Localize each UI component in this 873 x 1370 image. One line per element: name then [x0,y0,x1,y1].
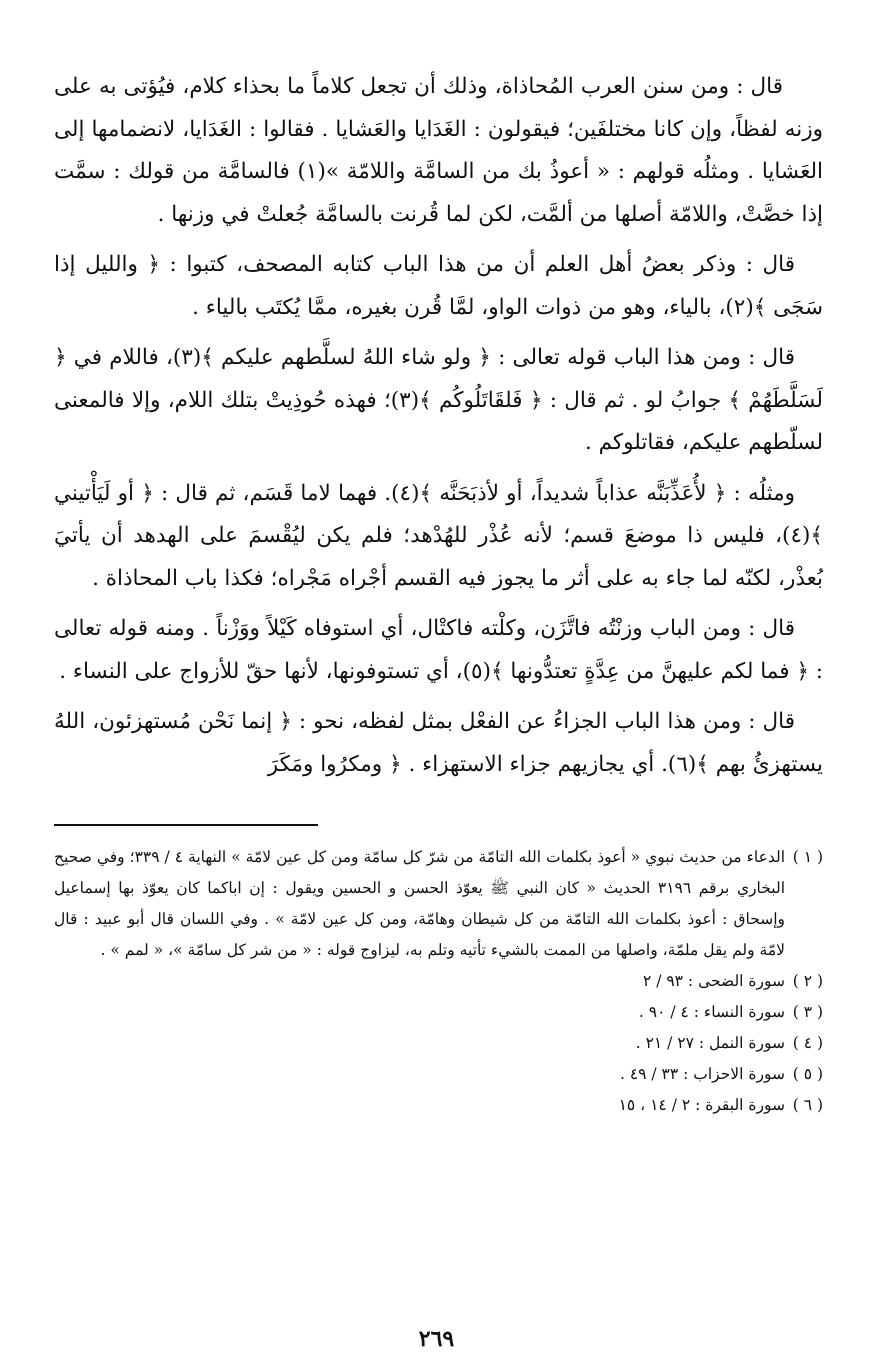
footnote-number: ( ٥ ) [792,1065,823,1083]
footnote-number: ( ٢ ) [792,972,823,990]
page-number: ٢٦٩ [418,1326,455,1352]
paragraph: قال : ومن هذا الباب الجزاءُ عن الفعْل بمثل لفظه، نحو : ﴿ إنما نَحْن مُستهزئون، اللهُ يستهزئُ بهم ﴾(٦). أي يجازيهم جزاء الاستهزاء . ﴿ ومكرُوا ومَكَرَ [54,709,823,777]
footnote-text: سورة النساء : ٤ / ٩٠ . [638,1003,785,1021]
footnote [54,1059,823,1090]
footnote-number: ( ٣ ) [792,1003,823,1021]
main-text [54,66,823,786]
footnote [54,966,823,997]
footnote [54,1028,823,1059]
paragraph: قال : ومن هذا الباب قوله تعالى : ﴿ ولو شاء اللهُ لسلَّطهم عليكم ﴾(٣)، فاللام في ﴿ لَسَلَّطَهُمْ ﴾ جوابُ لو . ثم قال : ﴿ فَلقَاتَلُوكُم ﴾(٣)؛ فهذه حُوذِيتْ بتلك اللام، وإلا فالمعنى لسلّطهم عليكم، فقاتلوكم . [54,345,823,455]
footnote [54,997,823,1028]
footnote [54,1090,823,1121]
footnote-text: سورة البقرة : ٢ / ١٤ ، ١٥ [618,1096,785,1114]
footnote-text: سورة الاحزاب : ٣٣ / ٤٩ . [619,1065,785,1083]
footnote-text: سورة الضحى : ٩٣ / ٢ [642,972,785,990]
footnote-number: ( ٦ ) [792,1096,823,1114]
footnote-number: ( ١ ) [792,848,823,866]
footnote-number: ( ٤ ) [792,1034,823,1052]
footnote-text: سورة النمل : ٢٧ / ٢١ . [635,1034,785,1052]
paragraph: قال : ومن سنن العرب المُحاذاة، وذلك أن تجعل كلاماً ما بحذاء كلام، فيُؤتى به على وزنه لفظاً، وإن كانا مختلفَين؛ فيقولون : الغَدَايا والعَشايا . فقالوا : الغَدَايا، لانضمامها إلى العَشايا . ومثلُه قولهم : « أعوذُ بك من السامَّة واللامّة »(١) فالسامَّة من قولك : سمَّت إذا خصَّتْ، واللامّة أصلها من ألمَّت، لكن لما قُرنت بالسامَّة جُعلتْ في وزنها . [54,74,824,227]
footnotes [54,842,823,1121]
paragraph: قال : ومن الباب وزنْتُه فاتَّزَن، وكلْته فاكتْال، أي استوفاه كَيْلاً ووَزْناً . ومنه قوله تعالى : ﴿ فما لكم عليهنَّ من عِدَّةٍ تعتدُّونها ﴾(٥)، أي تستوفونها، لأنها حقّ للأزواج على النساء . [54,616,823,684]
paragraph: ومثلُه : ﴿ لأُعَذِّبَنَّه عذاباً شديداً، أو لأذبَحَنَّه ﴾(٤). فهما لاما قَسَم، ثم قال : ﴿ أو لَيَأْتيني ﴾(٤)، فليس ذا موضعَ قسم؛ لأنه عُذْر للهُدْهد؛ فلم يكن ليُقْسمَ على الهدهد أن يأتيَ بُعذْر، لكنّه لما جاء به على أثر ما يجوز فيه القسم أجْراه مَجْراه؛ فكذا باب المحاذاة . [54,480,823,591]
footnote-text: الدعاء من حديث نبوي « أعوذ بكلمات الله التامّة من شرّ كل سامّة ومن كل عين لامّة » النهاية ٤ / ٣٣٩؛ وفي صحيح البخاري برقم ٣١٩٦ الحديث « كان النبي ﷺ يعوّذ الحسن و الحسين ويقول : إن اباكما كان يعوّذ بها إسماعيل وإسحاق : أعوذ بكلمات الله التامّة من كل شيطان وهامّة، ومن كل عين لامّة » . وفي اللسان قال أبو عبيد : قال لامّة ولم يقل ملمّة، واصلها من الممت بالشيء تأتيه وتلم به، ليزاوج قوله : « من شر كل سامّة »، « لمم » . [54,848,785,959]
footnote [54,842,823,966]
footnote-separator [54,824,318,826]
paragraph: قال : وذكر بعضُ أهل العلم أن من هذا الباب كتابه المصحف، كتبوا : ﴿ والليل إذا سَجَى ﴾(٢)، بالياء، وهو من ذوات الواو، لمَّا قُرن بغيره، ممَّا يُكتَب بالياء . [54,252,823,320]
